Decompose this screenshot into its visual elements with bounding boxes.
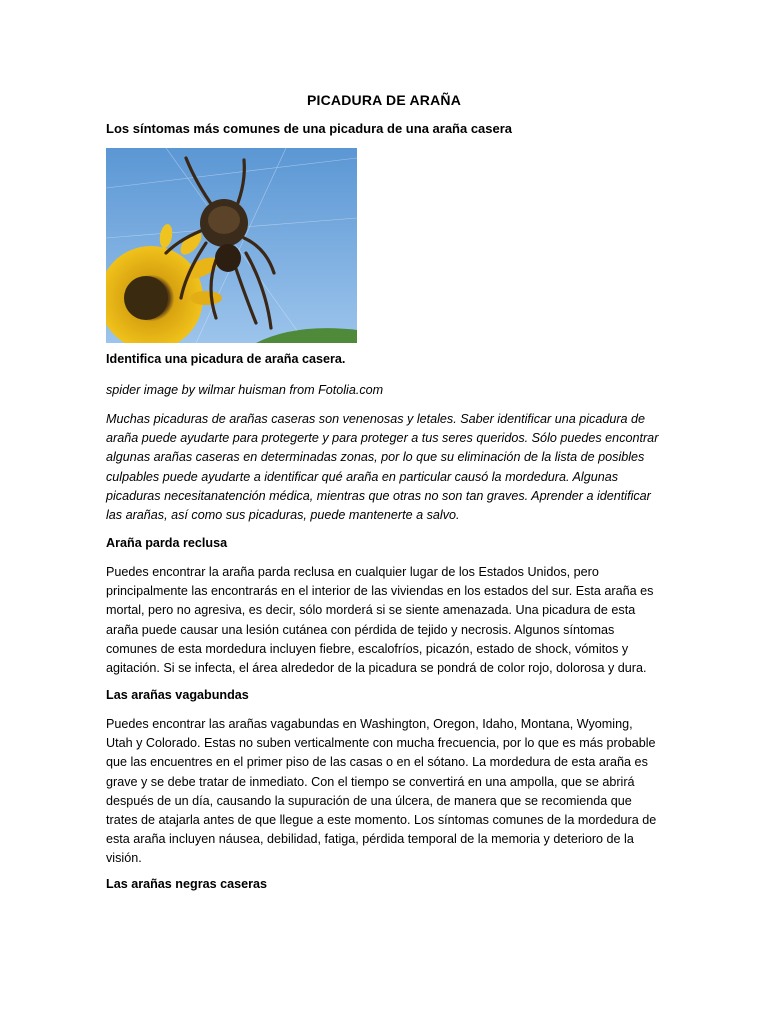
page-subtitle: Los síntomas más comunes de una picadura de una araña casera xyxy=(106,121,513,136)
section-heading-arana-parda: Araña parda reclusa xyxy=(106,536,228,550)
section-text-arana-parda: Puedes encontrar la araña parda reclusa en cualquier lugar de los Estados Unidos, pero principalmente las encontrarás en el interior de las viviendas en los estados del sur. Esta araña es mortal, pero no agresiva, es decir, sólo morderá si se siente amenazada. Una picadura de esta araña puede causar una lesión cutánea con pérdida de tejido y necrosis. Algunos síntomas comunes de esta mordedura incluyen fiebre, escalofríos, picazón, estado de shock, vómitos y agitación. Si se infecta, el área alrededor de la picadura se pondrá de color rojo, dolorosa y dura. xyxy=(106,565,654,676)
intro-paragraph: Muchas picaduras de arañas caseras son venenosas y letales. Saber identificar una picadura de araña puede ayudarte para protegerte y para proteger a tus seres queridos. Sólo puedes encontrar algunas arañas caseras en determinadas zonas, por lo que su eliminación de la lista de posibles culpables puede ayudarte a identificar qué araña en particular causó la mordedura. Algunas picaduras necesitanatención médica, mientras que otras no son tan graves. Aprender a identificar las arañas, así como sus picaduras, puede mantenerte a salvo. xyxy=(106,412,659,523)
caption-heading: Identifica una picadura de araña casera. xyxy=(106,352,346,366)
section-heading-aranas-vagabundas: Las arañas vagabundas xyxy=(106,688,249,702)
page-title: PICADURA DE ARAÑA xyxy=(306,92,462,108)
image-credit: spider image by wilmar huisman from Fotolia.com xyxy=(106,383,384,397)
section-heading-aranas-negras: Las arañas negras caseras xyxy=(106,877,268,891)
spider-photo xyxy=(106,148,357,343)
section-text-aranas-vagabundas: Puedes encontrar las arañas vagabundas en Washington, Oregon, Idaho, Montana, Wyoming, Utah y Colorado. Estas no suben verticalmente con mucha frecuencia, por lo que es más probable que las encuentres en el primer piso de las casas o en el sótano. La mordedura de esta araña es grave y se debe tratar de inmediato. Con el tiempo se convertirá en una ampolla, que se abrirá después de un día, causando la supuración de una úlcera, de manera que se recomienda que trates de atajarla antes de que llegue a este momento. Los síntomas comunes de la mordedura de esta araña incluyen náusea, debilidad, fatiga, pérdida temporal de la memoria y deterioro de la visión. xyxy=(106,717,657,866)
